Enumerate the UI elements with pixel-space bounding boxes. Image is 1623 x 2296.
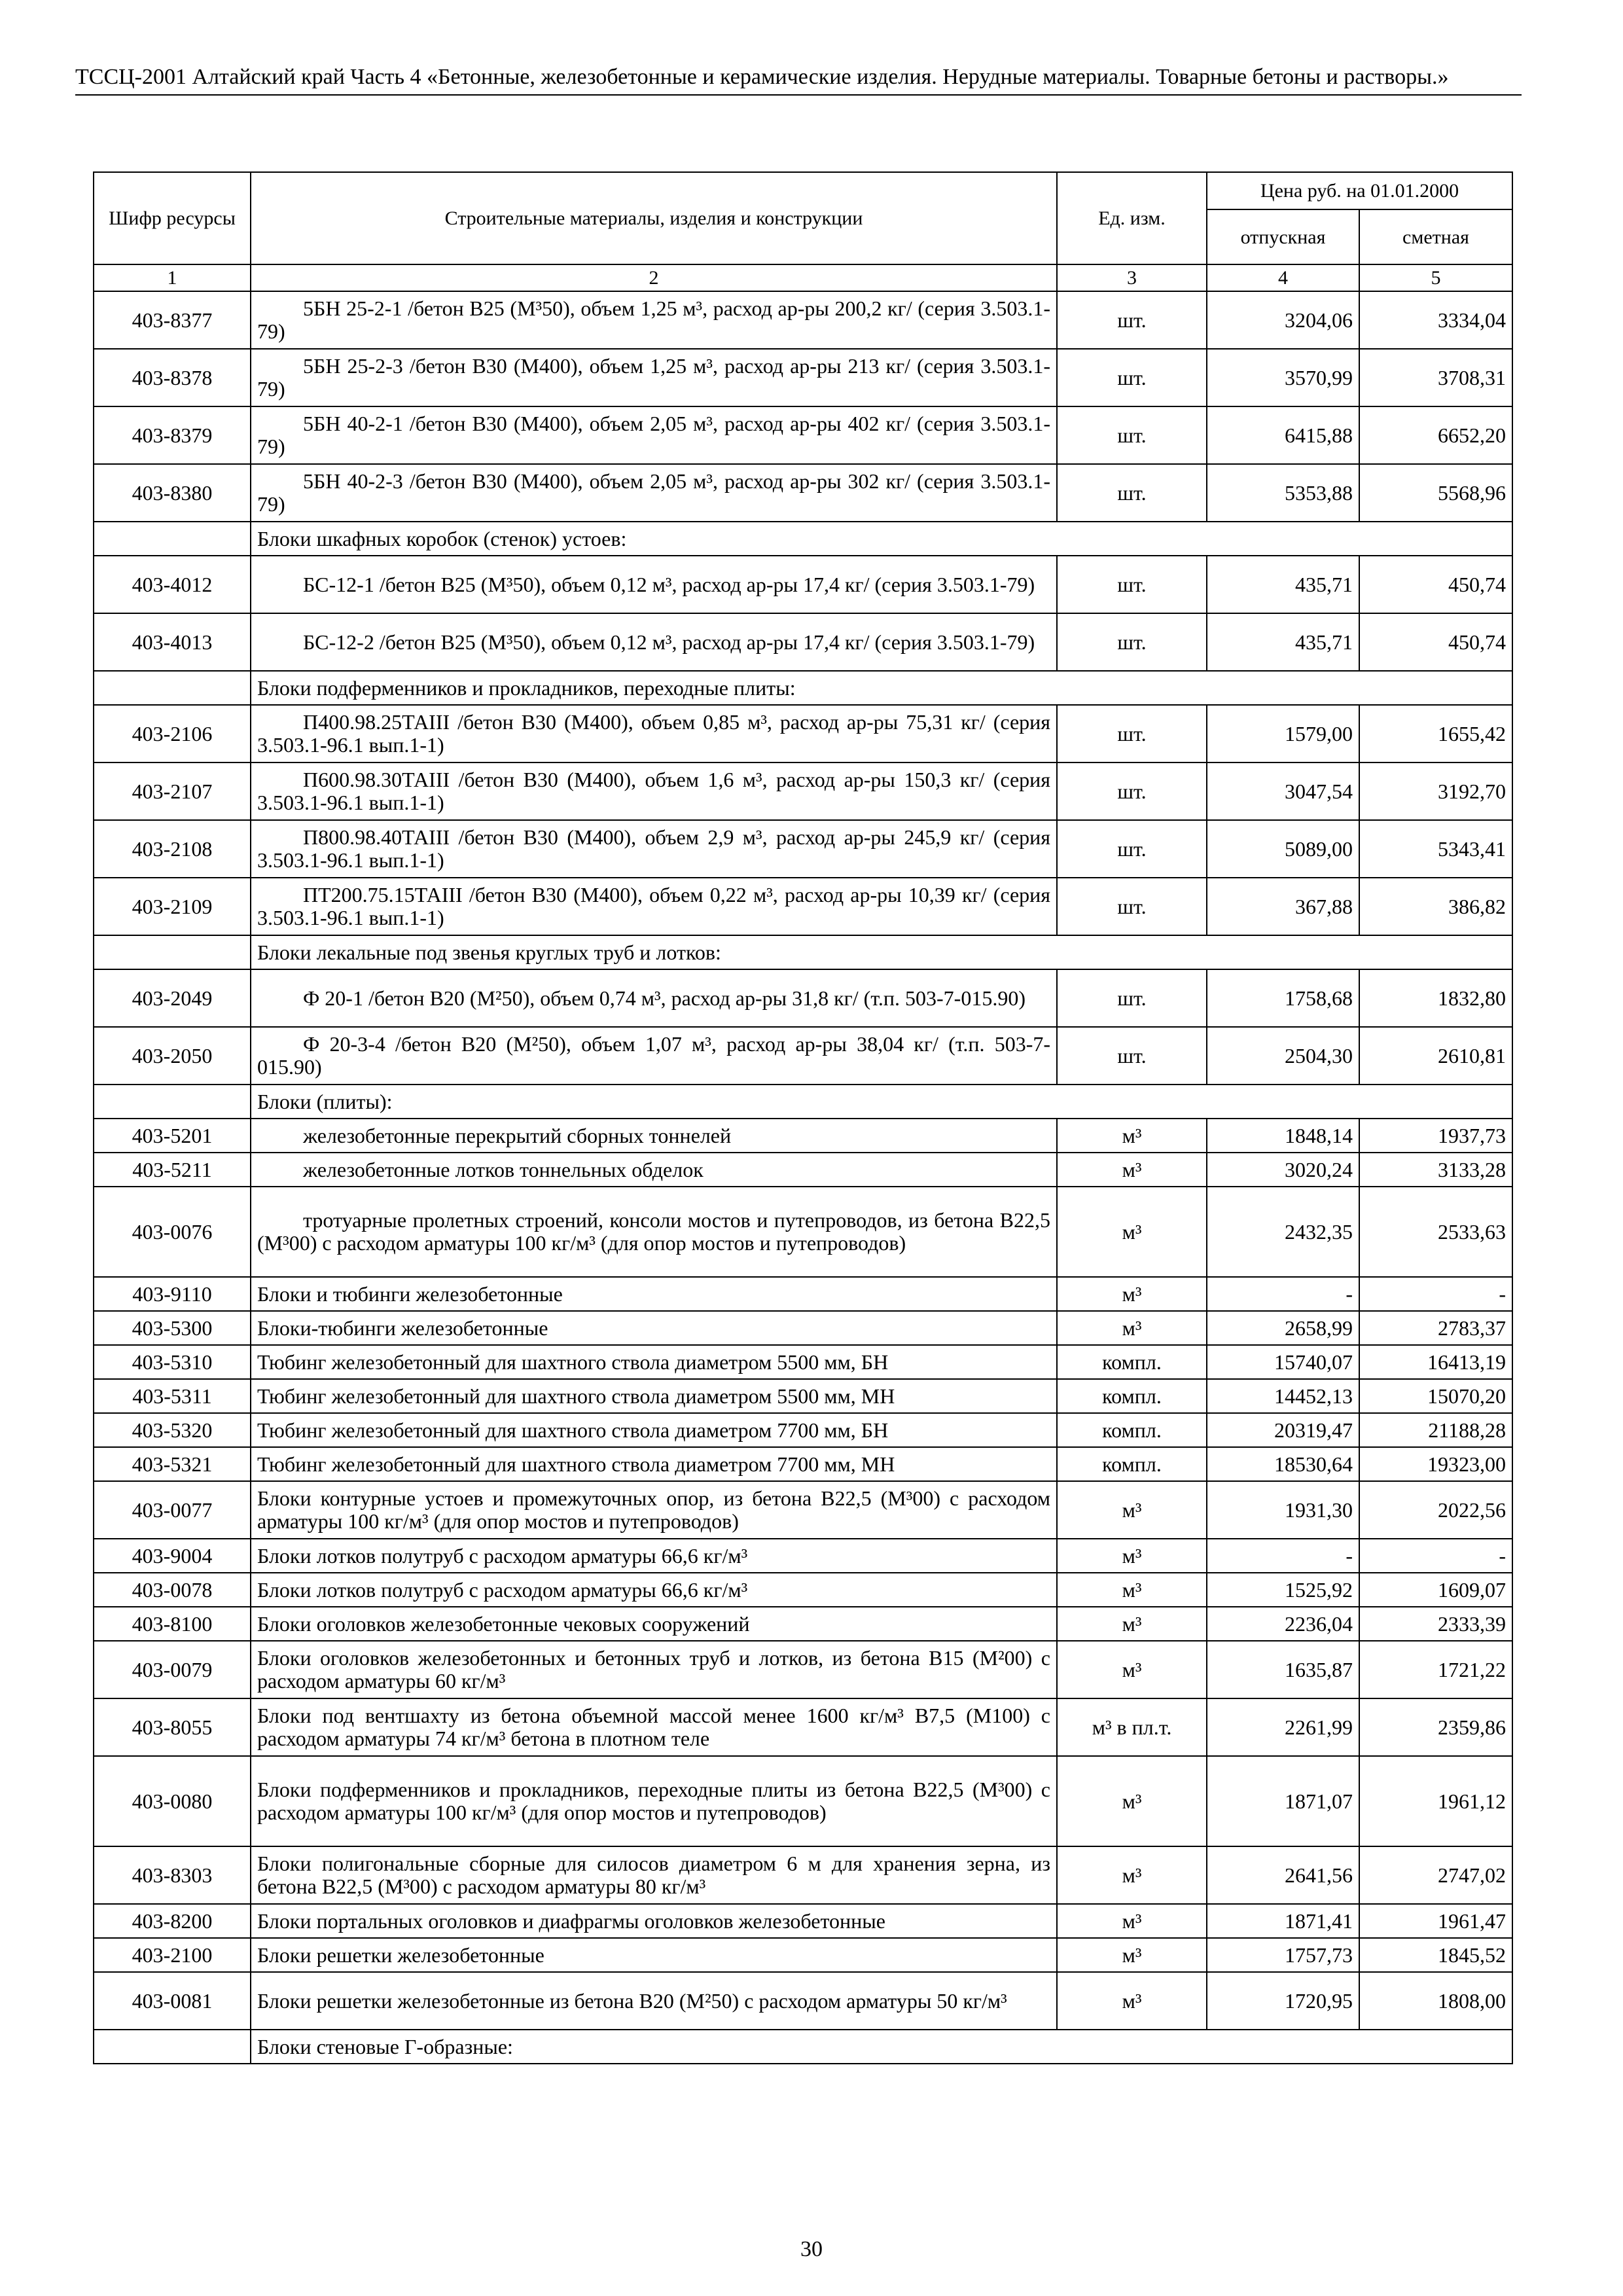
cell-release-price: 6415,88 <box>1207 406 1359 464</box>
col-number-1: 1 <box>94 264 251 291</box>
cell-release-price: 1931,30 <box>1207 1481 1359 1539</box>
cell-estimate-price: 1961,12 <box>1359 1756 1512 1846</box>
cell-unit: м³ <box>1057 1904 1207 1938</box>
cell-code: 403-8303 <box>94 1846 251 1904</box>
cell-code: 403-2108 <box>94 820 251 878</box>
cell-estimate-price: 1845,52 <box>1359 1938 1512 1972</box>
header-code: Шифр ресурсы <box>94 172 251 264</box>
cell-name: Блоки подферменников и прокладников, переходные плиты из бетона В22,5 (М³00) с расходом арматуры 100 кг/м³ (для опор мостов и путепроводов) <box>251 1756 1057 1846</box>
cell-code: 403-8055 <box>94 1698 251 1756</box>
cell-name: Блоки-тюбинги железобетонные <box>251 1311 1057 1345</box>
cell-name: железобетонные перекрытий сборных тоннелей <box>251 1119 1057 1153</box>
cell-release-price: 1848,14 <box>1207 1119 1359 1153</box>
table-row <box>94 406 1512 464</box>
cell-release-price: 1635,87 <box>1207 1641 1359 1698</box>
cell-name: 5БН 25-2-1 /бетон В25 (М³50), объем 1,25 м³, расход ар-ры 200,2 кг/ (серия 3.503.1-79) <box>251 291 1057 349</box>
cell-code: 403-0077 <box>94 1481 251 1539</box>
cell-release-price: 1871,41 <box>1207 1904 1359 1938</box>
cell-estimate-price: 1808,00 <box>1359 1972 1512 2030</box>
cell-code: 403-0081 <box>94 1972 251 2030</box>
cell-estimate-price: 386,82 <box>1359 878 1512 935</box>
cell-unit: шт. <box>1057 705 1207 762</box>
cell-code: 403-8379 <box>94 406 251 464</box>
table-row <box>94 1187 1512 1277</box>
table-row <box>94 1938 1512 1972</box>
cell-name: Блоки решетки железобетонные из бетона В20 (М²50) с расходом арматуры 50 кг/м³ <box>251 1972 1057 2030</box>
cell-code: 403-0076 <box>94 1187 251 1277</box>
cell-release-price: 1757,73 <box>1207 1938 1359 1972</box>
cell-unit: м³ <box>1057 1539 1207 1573</box>
cell-release-price: 2504,30 <box>1207 1027 1359 1085</box>
cell-unit: м³ <box>1057 1277 1207 1311</box>
cell-estimate-price: 1721,22 <box>1359 1641 1512 1698</box>
table-row <box>94 1539 1512 1573</box>
cell-estimate-price: 5568,96 <box>1359 464 1512 522</box>
cell-estimate-price: 2747,02 <box>1359 1846 1512 1904</box>
cell-code <box>94 522 251 556</box>
cell-estimate-price: 15070,20 <box>1359 1379 1512 1413</box>
cell-release-price: 435,71 <box>1207 613 1359 671</box>
cell-estimate-price: 2022,56 <box>1359 1481 1512 1539</box>
cell-release-price: 2641,56 <box>1207 1846 1359 1904</box>
cell-name: П600.98.30ТАIII /бетон В30 (М400), объем 1,6 м³, расход ар-ры 150,3 кг/ (серия 3.503.1-96.1 вып.1-1) <box>251 762 1057 820</box>
cell-name: БС-12-2 /бетон В25 (М³50), объем 0,12 м³, расход ар-ры 17,4 кг/ (серия 3.503.1-79) <box>251 613 1057 671</box>
cell-estimate-price: 1655,42 <box>1359 705 1512 762</box>
table-row <box>94 878 1512 935</box>
cell-code: 403-0080 <box>94 1756 251 1846</box>
table-row <box>94 1641 1512 1698</box>
cell-unit: шт. <box>1057 820 1207 878</box>
cell-estimate-price: 3192,70 <box>1359 762 1512 820</box>
cell-unit: шт. <box>1057 762 1207 820</box>
cell-unit: компл. <box>1057 1379 1207 1413</box>
cell-estimate-price: 1961,47 <box>1359 1904 1512 1938</box>
cell-unit: м³ <box>1057 1311 1207 1345</box>
page-number: 30 <box>800 2237 823 2261</box>
cell-estimate-price: 16413,19 <box>1359 1345 1512 1379</box>
cell-estimate-price: 5343,41 <box>1359 820 1512 878</box>
cell-unit: компл. <box>1057 1413 1207 1447</box>
cell-name: Блоки оголовков железобетонные чековых сооружений <box>251 1607 1057 1641</box>
cell-name: П800.98.40ТАIII /бетон В30 (М400), объем 2,9 м³, расход ар-ры 245,9 кг/ (серия 3.503.1-96.1 вып.1-1) <box>251 820 1057 878</box>
cell-code: 403-2107 <box>94 762 251 820</box>
cell-code: 403-4013 <box>94 613 251 671</box>
cell-name: 5БН 25-2-3 /бетон В30 (М400), объем 1,25 м³, расход ар-ры 213 кг/ (серия 3.503.1-79) <box>251 349 1057 406</box>
table-row <box>94 349 1512 406</box>
table-row <box>94 1277 1512 1311</box>
cell-release-price: 2432,35 <box>1207 1187 1359 1277</box>
cell-release-price: 2261,99 <box>1207 1698 1359 1756</box>
cell-code: 403-0079 <box>94 1641 251 1698</box>
table-row <box>94 464 1512 522</box>
cell-estimate-price: 3133,28 <box>1359 1153 1512 1187</box>
table-row <box>94 820 1512 878</box>
cell-release-price: - <box>1207 1539 1359 1573</box>
cell-code: 403-2106 <box>94 705 251 762</box>
cell-release-price: 5089,00 <box>1207 820 1359 878</box>
document-header: ТССЦ-2001 Алтайский край Часть 4 «Бетонные, железобетонные и керамические изделия. Нерудные материалы. Товарные бетоны и растворы.» <box>75 64 1522 96</box>
cell-code: 403-5311 <box>94 1379 251 1413</box>
cell-name: Ф 20-1 /бетон В20 (М²50), объем 0,74 м³, расход ар-ры 31,8 кг/ (т.п. 503-7-015.90) <box>251 969 1057 1027</box>
header-estimate-price: сметная <box>1359 209 1512 264</box>
cell-estimate-price: 450,74 <box>1359 613 1512 671</box>
cell-unit: м³ <box>1057 1938 1207 1972</box>
cell-unit: шт. <box>1057 291 1207 349</box>
cell-estimate-price: 3708,31 <box>1359 349 1512 406</box>
cell-release-price: 1871,07 <box>1207 1756 1359 1846</box>
cell-estimate-price: 2359,86 <box>1359 1698 1512 1756</box>
cell-release-price: 2236,04 <box>1207 1607 1359 1641</box>
cell-code: 403-5211 <box>94 1153 251 1187</box>
cell-code: 403-8380 <box>94 464 251 522</box>
cell-release-price: 1579,00 <box>1207 705 1359 762</box>
cell-name: Блоки решетки железобетонные <box>251 1938 1057 1972</box>
col-number-2: 2 <box>251 264 1057 291</box>
table-row <box>94 1345 1512 1379</box>
table-row <box>94 969 1512 1027</box>
header-unit: Ед. изм. <box>1057 172 1207 264</box>
cell-code: 403-2100 <box>94 1938 251 1972</box>
group-row <box>94 522 1512 556</box>
cell-unit: компл. <box>1057 1345 1207 1379</box>
table-row <box>94 613 1512 671</box>
cell-code: 403-5321 <box>94 1447 251 1481</box>
col-number-3: 3 <box>1057 264 1207 291</box>
cell-release-price: 1525,92 <box>1207 1573 1359 1607</box>
cell-estimate-price: 1937,73 <box>1359 1119 1512 1153</box>
group-row <box>94 1085 1512 1119</box>
cell-name: Тюбинг железобетонный для шахтного ствола диаметром 5500 мм, МН <box>251 1379 1057 1413</box>
cell-code: 403-8378 <box>94 349 251 406</box>
cell-code <box>94 2030 251 2064</box>
cell-release-price: 367,88 <box>1207 878 1359 935</box>
table-row <box>94 1972 1512 2030</box>
group-row <box>94 935 1512 969</box>
cell-estimate-price: 2533,63 <box>1359 1187 1512 1277</box>
cell-estimate-price: 2610,81 <box>1359 1027 1512 1085</box>
group-title: Блоки стеновые Г-образные: <box>251 2030 1512 2064</box>
table-row <box>94 1756 1512 1846</box>
cell-code: 403-8100 <box>94 1607 251 1641</box>
table-row <box>94 1311 1512 1345</box>
table-row <box>94 1481 1512 1539</box>
cell-name: Тюбинг железобетонный для шахтного ствола диаметром 7700 мм, БН <box>251 1413 1057 1447</box>
cell-estimate-price: 21188,28 <box>1359 1413 1512 1447</box>
table-row <box>94 556 1512 613</box>
cell-unit: шт. <box>1057 406 1207 464</box>
cell-estimate-price: 6652,20 <box>1359 406 1512 464</box>
cell-unit: шт. <box>1057 613 1207 671</box>
cell-unit: шт. <box>1057 1027 1207 1085</box>
cell-release-price: 435,71 <box>1207 556 1359 613</box>
cell-release-price: 5353,88 <box>1207 464 1359 522</box>
cell-release-price: 15740,07 <box>1207 1345 1359 1379</box>
cell-name: 5БН 40-2-3 /бетон В30 (М400), объем 2,05 м³, расход ар-ры 302 кг/ (серия 3.503.1-79) <box>251 464 1057 522</box>
header-price-group: Цена руб. на 01.01.2000 <box>1207 172 1512 209</box>
cell-release-price: 1720,95 <box>1207 1972 1359 2030</box>
cell-release-price: 20319,47 <box>1207 1413 1359 1447</box>
cell-name: Блоки оголовков железобетонных и бетонных труб и лотков, из бетона В15 (М²00) с расходом арматуры 60 кг/м³ <box>251 1641 1057 1698</box>
cell-unit: м³ в пл.т. <box>1057 1698 1207 1756</box>
table-row <box>94 1904 1512 1938</box>
cell-estimate-price: 1832,80 <box>1359 969 1512 1027</box>
cell-name: Блоки лотков полутруб с расходом арматуры 66,6 кг/м³ <box>251 1539 1057 1573</box>
cell-estimate-price: 1609,07 <box>1359 1573 1512 1607</box>
cell-name: БС-12-1 /бетон В25 (М³50), объем 0,12 м³, расход ар-ры 17,4 кг/ (серия 3.503.1-79) <box>251 556 1057 613</box>
table-row <box>94 1027 1512 1085</box>
cell-name: 5БН 40-2-1 /бетон В30 (М400), объем 2,05 м³, расход ар-ры 402 кг/ (серия 3.503.1-79) <box>251 406 1057 464</box>
cell-unit: шт. <box>1057 878 1207 935</box>
table-row <box>94 291 1512 349</box>
price-table <box>93 171 1513 2064</box>
table-row <box>94 1153 1512 1187</box>
cell-name: железобетонные лотков тоннельных обделок <box>251 1153 1057 1187</box>
col-number-5: 5 <box>1359 264 1512 291</box>
group-title: Блоки (плиты): <box>251 1085 1512 1119</box>
table-body <box>94 291 1512 2064</box>
cell-estimate-price: 3334,04 <box>1359 291 1512 349</box>
cell-release-price: - <box>1207 1277 1359 1311</box>
cell-name: Блоки полигональные сборные для силосов диаметром 6 м для хранения зерна, из бетона В22,5 (М³00) с расходом арматуры 80 кг/м³ <box>251 1846 1057 1904</box>
table-row <box>94 1379 1512 1413</box>
cell-code <box>94 935 251 969</box>
cell-code: 403-2050 <box>94 1027 251 1085</box>
cell-code: 403-5300 <box>94 1311 251 1345</box>
cell-code <box>94 671 251 705</box>
cell-unit: м³ <box>1057 1846 1207 1904</box>
cell-name: Тюбинг железобетонный для шахтного ствола диаметром 7700 мм, МН <box>251 1447 1057 1481</box>
cell-unit: шт. <box>1057 556 1207 613</box>
cell-release-price: 3020,24 <box>1207 1153 1359 1187</box>
table-row <box>94 1119 1512 1153</box>
cell-unit: м³ <box>1057 1481 1207 1539</box>
group-title: Блоки шкафных коробок (стенок) устоев: <box>251 522 1512 556</box>
table-row <box>94 1607 1512 1641</box>
cell-name: П400.98.25ТАIII /бетон В30 (М400), объем 0,85 м³, расход ар-ры 75,31 кг/ (серия 3.503.1-96.1 вып.1-1) <box>251 705 1057 762</box>
cell-release-price: 14452,13 <box>1207 1379 1359 1413</box>
table-row <box>94 762 1512 820</box>
cell-code: 403-0078 <box>94 1573 251 1607</box>
cell-name: Блоки и тюбинги железобетонные <box>251 1277 1057 1311</box>
cell-code: 403-5201 <box>94 1119 251 1153</box>
group-title: Блоки лекальные под звенья круглых труб и лотков: <box>251 935 1512 969</box>
cell-code: 403-9004 <box>94 1539 251 1573</box>
cell-estimate-price: 2783,37 <box>1359 1311 1512 1345</box>
cell-unit: шт. <box>1057 349 1207 406</box>
col-number-4: 4 <box>1207 264 1359 291</box>
cell-code: 403-5320 <box>94 1413 251 1447</box>
table-row <box>94 705 1512 762</box>
cell-estimate-price: 2333,39 <box>1359 1607 1512 1641</box>
cell-name: ПТ200.75.15ТАIII /бетон В30 (М400), объем 0,22 м³, расход ар-ры 10,39 кг/ (серия 3.503.1-96.1 вып.1-1) <box>251 878 1057 935</box>
cell-unit: м³ <box>1057 1972 1207 2030</box>
cell-release-price: 2658,99 <box>1207 1311 1359 1345</box>
cell-release-price: 3204,06 <box>1207 291 1359 349</box>
cell-name: Ф 20-3-4 /бетон В20 (М²50), объем 1,07 м³, расход ар-ры 38,04 кг/ (т.п. 503-7-015.90) <box>251 1027 1057 1085</box>
cell-release-price: 3570,99 <box>1207 349 1359 406</box>
cell-unit: шт. <box>1057 969 1207 1027</box>
cell-unit: м³ <box>1057 1119 1207 1153</box>
table-row <box>94 1698 1512 1756</box>
group-title: Блоки подферменников и прокладников, переходные плиты: <box>251 671 1512 705</box>
cell-estimate-price: 19323,00 <box>1359 1447 1512 1481</box>
cell-name: Тюбинг железобетонный для шахтного ствола диаметром 5500 мм, БН <box>251 1345 1057 1379</box>
group-row <box>94 2030 1512 2064</box>
cell-code: 403-5310 <box>94 1345 251 1379</box>
table-row <box>94 1573 1512 1607</box>
cell-release-price: 18530,64 <box>1207 1447 1359 1481</box>
cell-name: Блоки лотков полутруб с расходом арматуры 66,6 кг/м³ <box>251 1573 1057 1607</box>
header-name: Строительные материалы, изделия и конструкции <box>251 172 1057 264</box>
header-release-price: отпускная <box>1207 209 1359 264</box>
cell-name: тротуарные пролетных строений, консоли мостов и путепроводов, из бетона В22,5 (М³00) с расходом арматуры 100 кг/м³ (для опор мостов и путепроводов) <box>251 1187 1057 1277</box>
table-row <box>94 1447 1512 1481</box>
cell-code: 403-8200 <box>94 1904 251 1938</box>
cell-release-price: 3047,54 <box>1207 762 1359 820</box>
cell-name: Блоки портальных оголовков и диафрагмы оголовков железобетонные <box>251 1904 1057 1938</box>
cell-estimate-price: - <box>1359 1539 1512 1573</box>
cell-code: 403-2049 <box>94 969 251 1027</box>
cell-unit: м³ <box>1057 1153 1207 1187</box>
cell-code: 403-8377 <box>94 291 251 349</box>
cell-code <box>94 1085 251 1119</box>
cell-name: Блоки под вентшахту из бетона объемной массой менее 1600 кг/м³ В7,5 (М100) с расходом арматуры 74 кг/м³ бетона в плотном теле <box>251 1698 1057 1756</box>
table-row <box>94 1413 1512 1447</box>
cell-unit: м³ <box>1057 1641 1207 1698</box>
cell-unit: м³ <box>1057 1187 1207 1277</box>
cell-unit: шт. <box>1057 464 1207 522</box>
cell-estimate-price: - <box>1359 1277 1512 1311</box>
cell-code: 403-2109 <box>94 878 251 935</box>
group-row <box>94 671 1512 705</box>
cell-name: Блоки контурные устоев и промежуточных опор, из бетона В22,5 (М³00) с расходом арматуры 100 кг/м³ (для опор мостов и путепроводов) <box>251 1481 1057 1539</box>
cell-code: 403-4012 <box>94 556 251 613</box>
cell-unit: компл. <box>1057 1447 1207 1481</box>
cell-unit: м³ <box>1057 1573 1207 1607</box>
cell-unit: м³ <box>1057 1756 1207 1846</box>
cell-estimate-price: 450,74 <box>1359 556 1512 613</box>
cell-code: 403-9110 <box>94 1277 251 1311</box>
cell-release-price: 1758,68 <box>1207 969 1359 1027</box>
cell-unit: м³ <box>1057 1607 1207 1641</box>
table-row <box>94 1846 1512 1904</box>
